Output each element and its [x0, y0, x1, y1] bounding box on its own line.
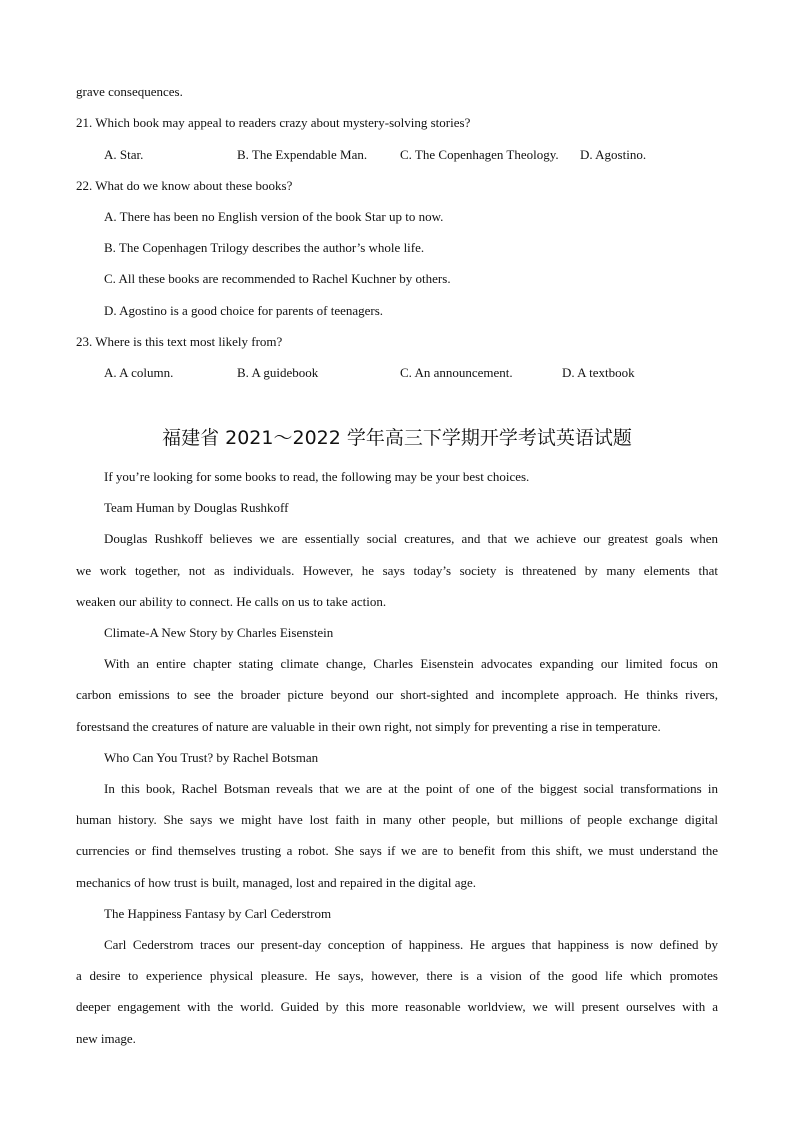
- book-heading: Who Can You Trust? by Rachel Botsman: [104, 750, 319, 765]
- passage-continuation-line: grave consequences.: [76, 84, 183, 99]
- q23-option-d: D. A textbook: [562, 365, 635, 380]
- q23-option-a: A. A column.: [104, 365, 174, 380]
- q21-option-a: A. Star.: [104, 147, 144, 162]
- paragraph-line: human history. She says we might have lost faith in many other people, but millions of people exchange digital: [76, 812, 718, 827]
- question-21-stem: 21. Which book may appeal to readers crazy about mystery-solving stories?: [76, 115, 471, 130]
- paragraph-line: currencies or find themselves trusting a robot. She says if we are to benefit from this shift, we must understand the: [76, 843, 718, 858]
- paragraph-line: Douglas Rushkoff believes we are essentially social creatures, and that we achieve our greatest goals when: [104, 531, 718, 546]
- q23-option-c: C. An announcement.: [400, 365, 513, 380]
- paragraph-line: With an entire chapter stating climate change, Charles Eisenstein advocates expanding our limited focus on: [104, 656, 718, 671]
- paragraph-line: In this book, Rachel Botsman reveals that we are at the point of one of the biggest social transformations in: [104, 781, 718, 796]
- q21-option-b: B. The Expendable Man.: [237, 147, 368, 162]
- q21-option-d: D. Agostino.: [580, 147, 647, 162]
- paragraph-line: we work together, not as individuals. However, he says today’s society is threatened by many elements that: [76, 563, 718, 578]
- q22-option-d: D. Agostino is a good choice for parents of teenagers.: [104, 303, 384, 318]
- q22-option-b: B. The Copenhagen Trilogy describes the author’s whole life.: [104, 240, 425, 255]
- paragraph-line: Carl Cederstrom traces our present-day conception of happiness. He argues that happiness is now defined by: [104, 937, 718, 952]
- paragraph-line: weaken our ability to connect. He calls on us to take action.: [76, 594, 387, 609]
- paragraph-line: a desire to experience physical pleasure. He says, however, there is a vision of the good life which promotes: [76, 968, 718, 983]
- paragraph-line: forestsand the creatures of nature are valuable in their own right, not simply for preventing a rise in temperature.: [76, 719, 661, 734]
- q21-option-c: C. The Copenhagen Theology.: [400, 147, 559, 162]
- book-heading: Climate-A New Story by Charles Eisenstein: [104, 625, 334, 640]
- paragraph-line: deeper engagement with the world. Guided by this more reasonable worldview, we will present ourselves with a: [76, 999, 718, 1014]
- q23-option-b: B. A guidebook: [237, 365, 319, 380]
- book-heading: Team Human by Douglas Rushkoff: [104, 500, 289, 515]
- q22-option-a: A. There has been no English version of the book Star up to now.: [104, 209, 444, 224]
- question-23-stem: 23. Where is this text most likely from?: [76, 334, 283, 349]
- paragraph-line: new image.: [76, 1031, 136, 1046]
- paragraph-line: carbon emissions to see the broader picture beyond our short-sighted and incomplete approach. He thinks rivers,: [76, 687, 718, 702]
- question-22-stem: 22. What do we know about these books?: [76, 178, 293, 193]
- section-title: 福建省 2021～2022 学年高三下学期开学考试英语试题: [162, 427, 632, 449]
- paragraph-line: mechanics of how trust is built, managed, lost and repaired in the digital age.: [76, 875, 477, 890]
- book-heading: The Happiness Fantasy by Carl Cederstrom: [104, 906, 332, 921]
- q22-option-c: C. All these books are recommended to Rachel Kuchner by others.: [104, 271, 451, 286]
- passage-intro: If you’re looking for some books to read, the following may be your best choices.: [104, 469, 530, 484]
